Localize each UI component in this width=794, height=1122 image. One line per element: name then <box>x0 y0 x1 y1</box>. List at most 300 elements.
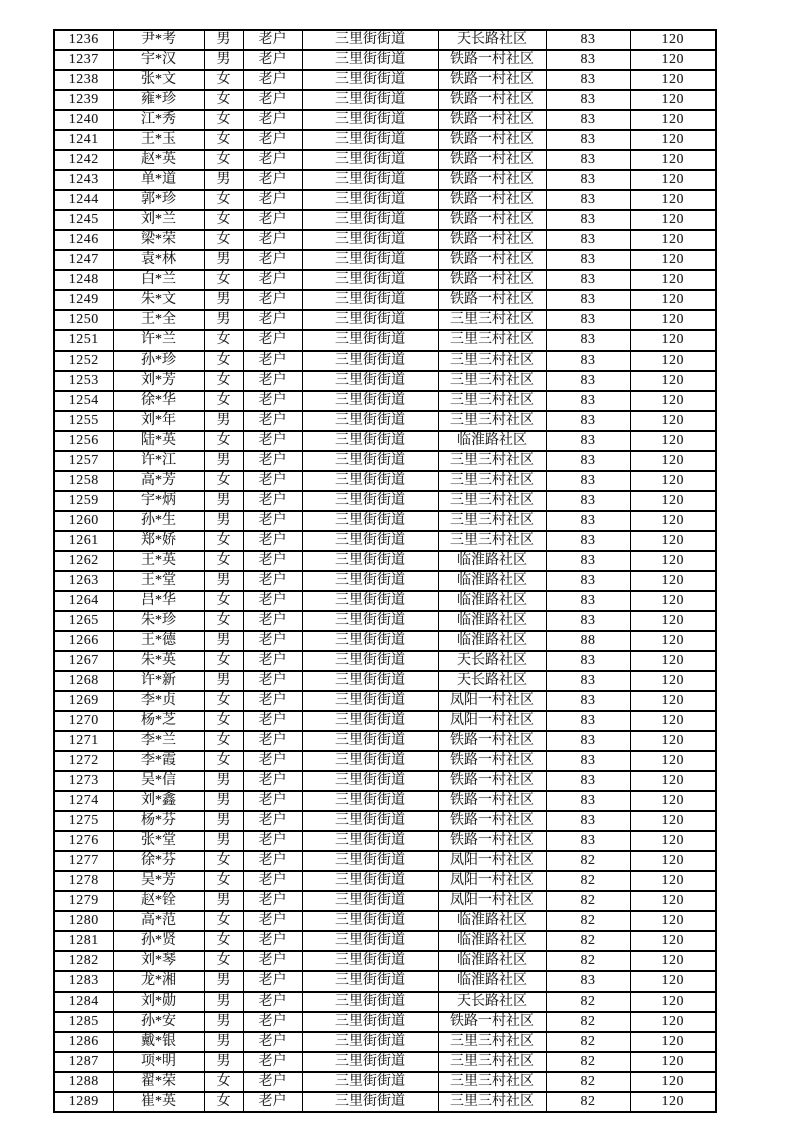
masked-name-cell: 宇*汉 <box>113 50 204 70</box>
masked-name-cell: 李*霞 <box>113 751 204 771</box>
household-type-cell: 老户 <box>243 90 302 110</box>
value-83-cell: 83 <box>546 270 630 290</box>
sequence-number-cell: 1247 <box>54 250 113 270</box>
gender-cell: 男 <box>204 290 243 310</box>
value-83-cell: 88 <box>546 631 630 651</box>
sequence-number-cell: 1275 <box>54 811 113 831</box>
household-type-cell: 老户 <box>243 391 302 411</box>
gender-cell: 女 <box>204 691 243 711</box>
masked-name-cell: 刘*兰 <box>113 210 204 230</box>
household-type-cell: 老户 <box>243 170 302 190</box>
table-row <box>54 371 716 391</box>
gender-cell: 女 <box>204 1072 243 1092</box>
household-type-cell: 老户 <box>243 992 302 1012</box>
table-row <box>54 110 716 130</box>
value-120-cell: 120 <box>630 110 716 130</box>
value-120-cell: 120 <box>630 70 716 90</box>
table-row <box>54 651 716 671</box>
household-type-cell: 老户 <box>243 1032 302 1052</box>
value-83-cell: 82 <box>546 951 630 971</box>
value-83-cell: 83 <box>546 431 630 451</box>
community-cell: 铁路一村社区 <box>438 731 546 751</box>
household-type-cell: 老户 <box>243 50 302 70</box>
value-120-cell: 120 <box>630 290 716 310</box>
street-cell: 三里街街道 <box>302 771 438 791</box>
street-cell: 三里街街道 <box>302 210 438 230</box>
community-cell: 三里三村社区 <box>438 1032 546 1052</box>
household-type-cell: 老户 <box>243 230 302 250</box>
table-row <box>54 330 716 350</box>
table-row <box>54 631 716 651</box>
community-cell: 临淮路社区 <box>438 971 546 991</box>
value-83-cell: 82 <box>546 931 630 951</box>
masked-name-cell: 高*范 <box>113 911 204 931</box>
community-cell: 铁路一村社区 <box>438 170 546 190</box>
sequence-number-cell: 1242 <box>54 150 113 170</box>
gender-cell: 男 <box>204 50 243 70</box>
value-83-cell: 83 <box>546 30 630 50</box>
value-83-cell: 82 <box>546 1052 630 1072</box>
gender-cell: 女 <box>204 90 243 110</box>
masked-name-cell: 朱*文 <box>113 290 204 310</box>
value-120-cell: 120 <box>630 431 716 451</box>
community-cell: 铁路一村社区 <box>438 70 546 90</box>
table-row <box>54 811 716 831</box>
value-83-cell: 82 <box>546 851 630 871</box>
household-type-cell: 老户 <box>243 1092 302 1112</box>
gender-cell: 女 <box>204 711 243 731</box>
value-120-cell: 120 <box>630 531 716 551</box>
sequence-number-cell: 1246 <box>54 230 113 250</box>
table-row <box>54 270 716 290</box>
masked-name-cell: 陆*英 <box>113 431 204 451</box>
sequence-number-cell: 1254 <box>54 391 113 411</box>
community-cell: 凤阳一村社区 <box>438 711 546 731</box>
sequence-number-cell: 1253 <box>54 371 113 391</box>
street-cell: 三里街街道 <box>302 491 438 511</box>
community-cell: 天长路社区 <box>438 992 546 1012</box>
household-type-cell: 老户 <box>243 971 302 991</box>
table-row <box>54 471 716 491</box>
value-120-cell: 120 <box>630 391 716 411</box>
sequence-number-cell: 1241 <box>54 130 113 150</box>
value-83-cell: 83 <box>546 551 630 571</box>
street-cell: 三里街街道 <box>302 611 438 631</box>
gender-cell: 女 <box>204 471 243 491</box>
value-120-cell: 120 <box>630 951 716 971</box>
value-120-cell: 120 <box>630 351 716 371</box>
household-type-cell: 老户 <box>243 1052 302 1072</box>
street-cell: 三里街街道 <box>302 711 438 731</box>
value-83-cell: 82 <box>546 911 630 931</box>
table-row <box>54 230 716 250</box>
sequence-number-cell: 1276 <box>54 831 113 851</box>
household-type-cell: 老户 <box>243 771 302 791</box>
value-120-cell: 120 <box>630 771 716 791</box>
street-cell: 三里街街道 <box>302 671 438 691</box>
recipients-table-body <box>54 30 716 1112</box>
community-cell: 三里三村社区 <box>438 310 546 330</box>
value-83-cell: 83 <box>546 731 630 751</box>
community-cell: 临淮路社区 <box>438 611 546 631</box>
value-120-cell: 120 <box>630 891 716 911</box>
sequence-number-cell: 1256 <box>54 431 113 451</box>
masked-name-cell: 刘*年 <box>113 411 204 431</box>
value-83-cell: 83 <box>546 310 630 330</box>
gender-cell: 女 <box>204 931 243 951</box>
value-83-cell: 83 <box>546 190 630 210</box>
community-cell: 三里三村社区 <box>438 491 546 511</box>
value-120-cell: 120 <box>630 551 716 571</box>
street-cell: 三里街街道 <box>302 1072 438 1092</box>
value-83-cell: 82 <box>546 891 630 911</box>
street-cell: 三里街街道 <box>302 270 438 290</box>
table-row <box>54 1052 716 1072</box>
gender-cell: 男 <box>204 511 243 531</box>
masked-name-cell: 孙*珍 <box>113 351 204 371</box>
value-120-cell: 120 <box>630 751 716 771</box>
table-row <box>54 451 716 471</box>
masked-name-cell: 江*秀 <box>113 110 204 130</box>
gender-cell: 男 <box>204 971 243 991</box>
community-cell: 三里三村社区 <box>438 351 546 371</box>
gender-cell: 女 <box>204 351 243 371</box>
sequence-number-cell: 1279 <box>54 891 113 911</box>
sequence-number-cell: 1236 <box>54 30 113 50</box>
street-cell: 三里街街道 <box>302 150 438 170</box>
masked-name-cell: 孙*贤 <box>113 931 204 951</box>
street-cell: 三里街街道 <box>302 50 438 70</box>
household-type-cell: 老户 <box>243 931 302 951</box>
value-83-cell: 83 <box>546 110 630 130</box>
value-83-cell: 83 <box>546 170 630 190</box>
sequence-number-cell: 1263 <box>54 571 113 591</box>
community-cell: 铁路一村社区 <box>438 50 546 70</box>
value-120-cell: 120 <box>630 971 716 991</box>
household-type-cell: 老户 <box>243 270 302 290</box>
community-cell: 三里三村社区 <box>438 451 546 471</box>
street-cell: 三里街街道 <box>302 871 438 891</box>
household-type-cell: 老户 <box>243 1012 302 1032</box>
value-120-cell: 120 <box>630 711 716 731</box>
community-cell: 铁路一村社区 <box>438 831 546 851</box>
sequence-number-cell: 1261 <box>54 531 113 551</box>
value-83-cell: 83 <box>546 811 630 831</box>
value-120-cell: 120 <box>630 170 716 190</box>
gender-cell: 女 <box>204 110 243 130</box>
household-type-cell: 老户 <box>243 691 302 711</box>
value-83-cell: 83 <box>546 90 630 110</box>
household-type-cell: 老户 <box>243 611 302 631</box>
value-83-cell: 83 <box>546 651 630 671</box>
masked-name-cell: 李*贞 <box>113 691 204 711</box>
street-cell: 三里街街道 <box>302 290 438 310</box>
community-cell: 临淮路社区 <box>438 931 546 951</box>
street-cell: 三里街街道 <box>302 551 438 571</box>
community-cell: 三里三村社区 <box>438 330 546 350</box>
masked-name-cell: 许*江 <box>113 451 204 471</box>
value-120-cell: 120 <box>630 731 716 751</box>
value-83-cell: 83 <box>546 451 630 471</box>
street-cell: 三里街街道 <box>302 230 438 250</box>
value-120-cell: 120 <box>630 190 716 210</box>
masked-name-cell: 吴*信 <box>113 771 204 791</box>
gender-cell: 女 <box>204 391 243 411</box>
community-cell: 三里三村社区 <box>438 1092 546 1112</box>
masked-name-cell: 杨*芬 <box>113 811 204 831</box>
gender-cell: 女 <box>204 270 243 290</box>
gender-cell: 男 <box>204 1012 243 1032</box>
masked-name-cell: 徐*芬 <box>113 851 204 871</box>
community-cell: 铁路一村社区 <box>438 190 546 210</box>
sequence-number-cell: 1281 <box>54 931 113 951</box>
table-row <box>54 491 716 511</box>
value-120-cell: 120 <box>630 1032 716 1052</box>
household-type-cell: 老户 <box>243 330 302 350</box>
table-row <box>54 50 716 70</box>
table-row <box>54 511 716 531</box>
recipients-table <box>53 29 717 1113</box>
sequence-number-cell: 1266 <box>54 631 113 651</box>
value-83-cell: 83 <box>546 70 630 90</box>
community-cell: 三里三村社区 <box>438 391 546 411</box>
gender-cell: 男 <box>204 310 243 330</box>
community-cell: 三里三村社区 <box>438 471 546 491</box>
value-83-cell: 83 <box>546 230 630 250</box>
street-cell: 三里街街道 <box>302 130 438 150</box>
community-cell: 铁路一村社区 <box>438 90 546 110</box>
gender-cell: 男 <box>204 791 243 811</box>
community-cell: 铁路一村社区 <box>438 110 546 130</box>
street-cell: 三里街街道 <box>302 310 438 330</box>
value-120-cell: 120 <box>630 210 716 230</box>
sequence-number-cell: 1267 <box>54 651 113 671</box>
value-120-cell: 120 <box>630 1012 716 1032</box>
community-cell: 铁路一村社区 <box>438 270 546 290</box>
community-cell: 凤阳一村社区 <box>438 851 546 871</box>
community-cell: 三里三村社区 <box>438 411 546 431</box>
value-83-cell: 83 <box>546 351 630 371</box>
gender-cell: 女 <box>204 731 243 751</box>
table-row <box>54 170 716 190</box>
table-row <box>54 70 716 90</box>
value-120-cell: 120 <box>630 1072 716 1092</box>
table-row <box>54 671 716 691</box>
masked-name-cell: 白*兰 <box>113 270 204 290</box>
value-83-cell: 83 <box>546 130 630 150</box>
table-row <box>54 771 716 791</box>
community-cell: 三里三村社区 <box>438 1072 546 1092</box>
value-120-cell: 120 <box>630 250 716 270</box>
household-type-cell: 老户 <box>243 951 302 971</box>
community-cell: 三里三村社区 <box>438 1052 546 1072</box>
masked-name-cell: 郑*娇 <box>113 531 204 551</box>
street-cell: 三里街街道 <box>302 110 438 130</box>
value-83-cell: 83 <box>546 831 630 851</box>
street-cell: 三里街街道 <box>302 531 438 551</box>
table-row <box>54 751 716 771</box>
street-cell: 三里街街道 <box>302 811 438 831</box>
value-83-cell: 83 <box>546 150 630 170</box>
gender-cell: 女 <box>204 591 243 611</box>
street-cell: 三里街街道 <box>302 851 438 871</box>
masked-name-cell: 孙*生 <box>113 511 204 531</box>
value-120-cell: 120 <box>630 130 716 150</box>
household-type-cell: 老户 <box>243 310 302 330</box>
value-120-cell: 120 <box>630 691 716 711</box>
gender-cell: 男 <box>204 170 243 190</box>
household-type-cell: 老户 <box>243 70 302 90</box>
sequence-number-cell: 1262 <box>54 551 113 571</box>
value-120-cell: 120 <box>630 310 716 330</box>
value-120-cell: 120 <box>630 631 716 651</box>
household-type-cell: 老户 <box>243 290 302 310</box>
community-cell: 凤阳一村社区 <box>438 691 546 711</box>
sequence-number-cell: 1270 <box>54 711 113 731</box>
street-cell: 三里街街道 <box>302 1012 438 1032</box>
sequence-number-cell: 1237 <box>54 50 113 70</box>
sequence-number-cell: 1243 <box>54 170 113 190</box>
gender-cell: 男 <box>204 631 243 651</box>
gender-cell: 女 <box>204 230 243 250</box>
street-cell: 三里街街道 <box>302 992 438 1012</box>
household-type-cell: 老户 <box>243 851 302 871</box>
table-row <box>54 791 716 811</box>
household-type-cell: 老户 <box>243 451 302 471</box>
value-83-cell: 83 <box>546 571 630 591</box>
household-type-cell: 老户 <box>243 491 302 511</box>
gender-cell: 男 <box>204 891 243 911</box>
value-120-cell: 120 <box>630 611 716 631</box>
household-type-cell: 老户 <box>243 831 302 851</box>
table-row <box>54 731 716 751</box>
community-cell: 铁路一村社区 <box>438 210 546 230</box>
sequence-number-cell: 1244 <box>54 190 113 210</box>
masked-name-cell: 单*道 <box>113 170 204 190</box>
value-83-cell: 83 <box>546 691 630 711</box>
masked-name-cell: 吴*芳 <box>113 871 204 891</box>
street-cell: 三里街街道 <box>302 971 438 991</box>
gender-cell: 女 <box>204 130 243 150</box>
household-type-cell: 老户 <box>243 551 302 571</box>
gender-cell: 女 <box>204 371 243 391</box>
value-120-cell: 120 <box>630 811 716 831</box>
masked-name-cell: 孙*安 <box>113 1012 204 1032</box>
masked-name-cell: 王*德 <box>113 631 204 651</box>
masked-name-cell: 张*堂 <box>113 831 204 851</box>
table-row <box>54 1032 716 1052</box>
community-cell: 铁路一村社区 <box>438 290 546 310</box>
value-83-cell: 82 <box>546 1092 630 1112</box>
table-row <box>54 290 716 310</box>
household-type-cell: 老户 <box>243 250 302 270</box>
table-row <box>54 411 716 431</box>
gender-cell: 女 <box>204 190 243 210</box>
table-row <box>54 691 716 711</box>
value-120-cell: 120 <box>630 471 716 491</box>
household-type-cell: 老户 <box>243 911 302 931</box>
sequence-number-cell: 1255 <box>54 411 113 431</box>
value-83-cell: 83 <box>546 611 630 631</box>
household-type-cell: 老户 <box>243 711 302 731</box>
masked-name-cell: 王*堂 <box>113 571 204 591</box>
table-row <box>54 30 716 50</box>
gender-cell: 男 <box>204 30 243 50</box>
street-cell: 三里街街道 <box>302 751 438 771</box>
gender-cell: 女 <box>204 871 243 891</box>
masked-name-cell: 袁*林 <box>113 250 204 270</box>
value-83-cell: 83 <box>546 751 630 771</box>
street-cell: 三里街街道 <box>302 831 438 851</box>
table-row <box>54 431 716 451</box>
street-cell: 三里街街道 <box>302 1032 438 1052</box>
street-cell: 三里街街道 <box>302 691 438 711</box>
household-type-cell: 老户 <box>243 30 302 50</box>
value-120-cell: 120 <box>630 791 716 811</box>
sequence-number-cell: 1269 <box>54 691 113 711</box>
gender-cell: 男 <box>204 411 243 431</box>
value-120-cell: 120 <box>630 671 716 691</box>
gender-cell: 男 <box>204 250 243 270</box>
masked-name-cell: 徐*华 <box>113 391 204 411</box>
value-120-cell: 120 <box>630 1092 716 1112</box>
household-type-cell: 老户 <box>243 1072 302 1092</box>
masked-name-cell: 朱*珍 <box>113 611 204 631</box>
value-83-cell: 83 <box>546 50 630 70</box>
gender-cell: 男 <box>204 1052 243 1072</box>
street-cell: 三里街街道 <box>302 911 438 931</box>
sequence-number-cell: 1264 <box>54 591 113 611</box>
sequence-number-cell: 1284 <box>54 992 113 1012</box>
table-row <box>54 210 716 230</box>
table-row <box>54 951 716 971</box>
street-cell: 三里街街道 <box>302 1092 438 1112</box>
community-cell: 天长路社区 <box>438 651 546 671</box>
sequence-number-cell: 1283 <box>54 971 113 991</box>
sequence-number-cell: 1289 <box>54 1092 113 1112</box>
household-type-cell: 老户 <box>243 371 302 391</box>
gender-cell: 女 <box>204 330 243 350</box>
household-type-cell: 老户 <box>243 130 302 150</box>
masked-name-cell: 赵*英 <box>113 150 204 170</box>
value-120-cell: 120 <box>630 150 716 170</box>
masked-name-cell: 崔*英 <box>113 1092 204 1112</box>
table-row <box>54 971 716 991</box>
value-120-cell: 120 <box>630 831 716 851</box>
household-type-cell: 老户 <box>243 891 302 911</box>
value-120-cell: 120 <box>630 50 716 70</box>
sequence-number-cell: 1260 <box>54 511 113 531</box>
value-120-cell: 120 <box>630 931 716 951</box>
gender-cell: 男 <box>204 992 243 1012</box>
household-type-cell: 老户 <box>243 471 302 491</box>
masked-name-cell: 项*明 <box>113 1052 204 1072</box>
value-83-cell: 83 <box>546 391 630 411</box>
value-120-cell: 120 <box>630 270 716 290</box>
sequence-number-cell: 1282 <box>54 951 113 971</box>
value-83-cell: 83 <box>546 531 630 551</box>
street-cell: 三里街街道 <box>302 471 438 491</box>
gender-cell: 女 <box>204 551 243 571</box>
community-cell: 临淮路社区 <box>438 631 546 651</box>
gender-cell: 女 <box>204 431 243 451</box>
street-cell: 三里街街道 <box>302 431 438 451</box>
masked-name-cell: 宇*炳 <box>113 491 204 511</box>
table-row <box>54 911 716 931</box>
community-cell: 铁路一村社区 <box>438 130 546 150</box>
household-type-cell: 老户 <box>243 751 302 771</box>
gender-cell: 男 <box>204 771 243 791</box>
